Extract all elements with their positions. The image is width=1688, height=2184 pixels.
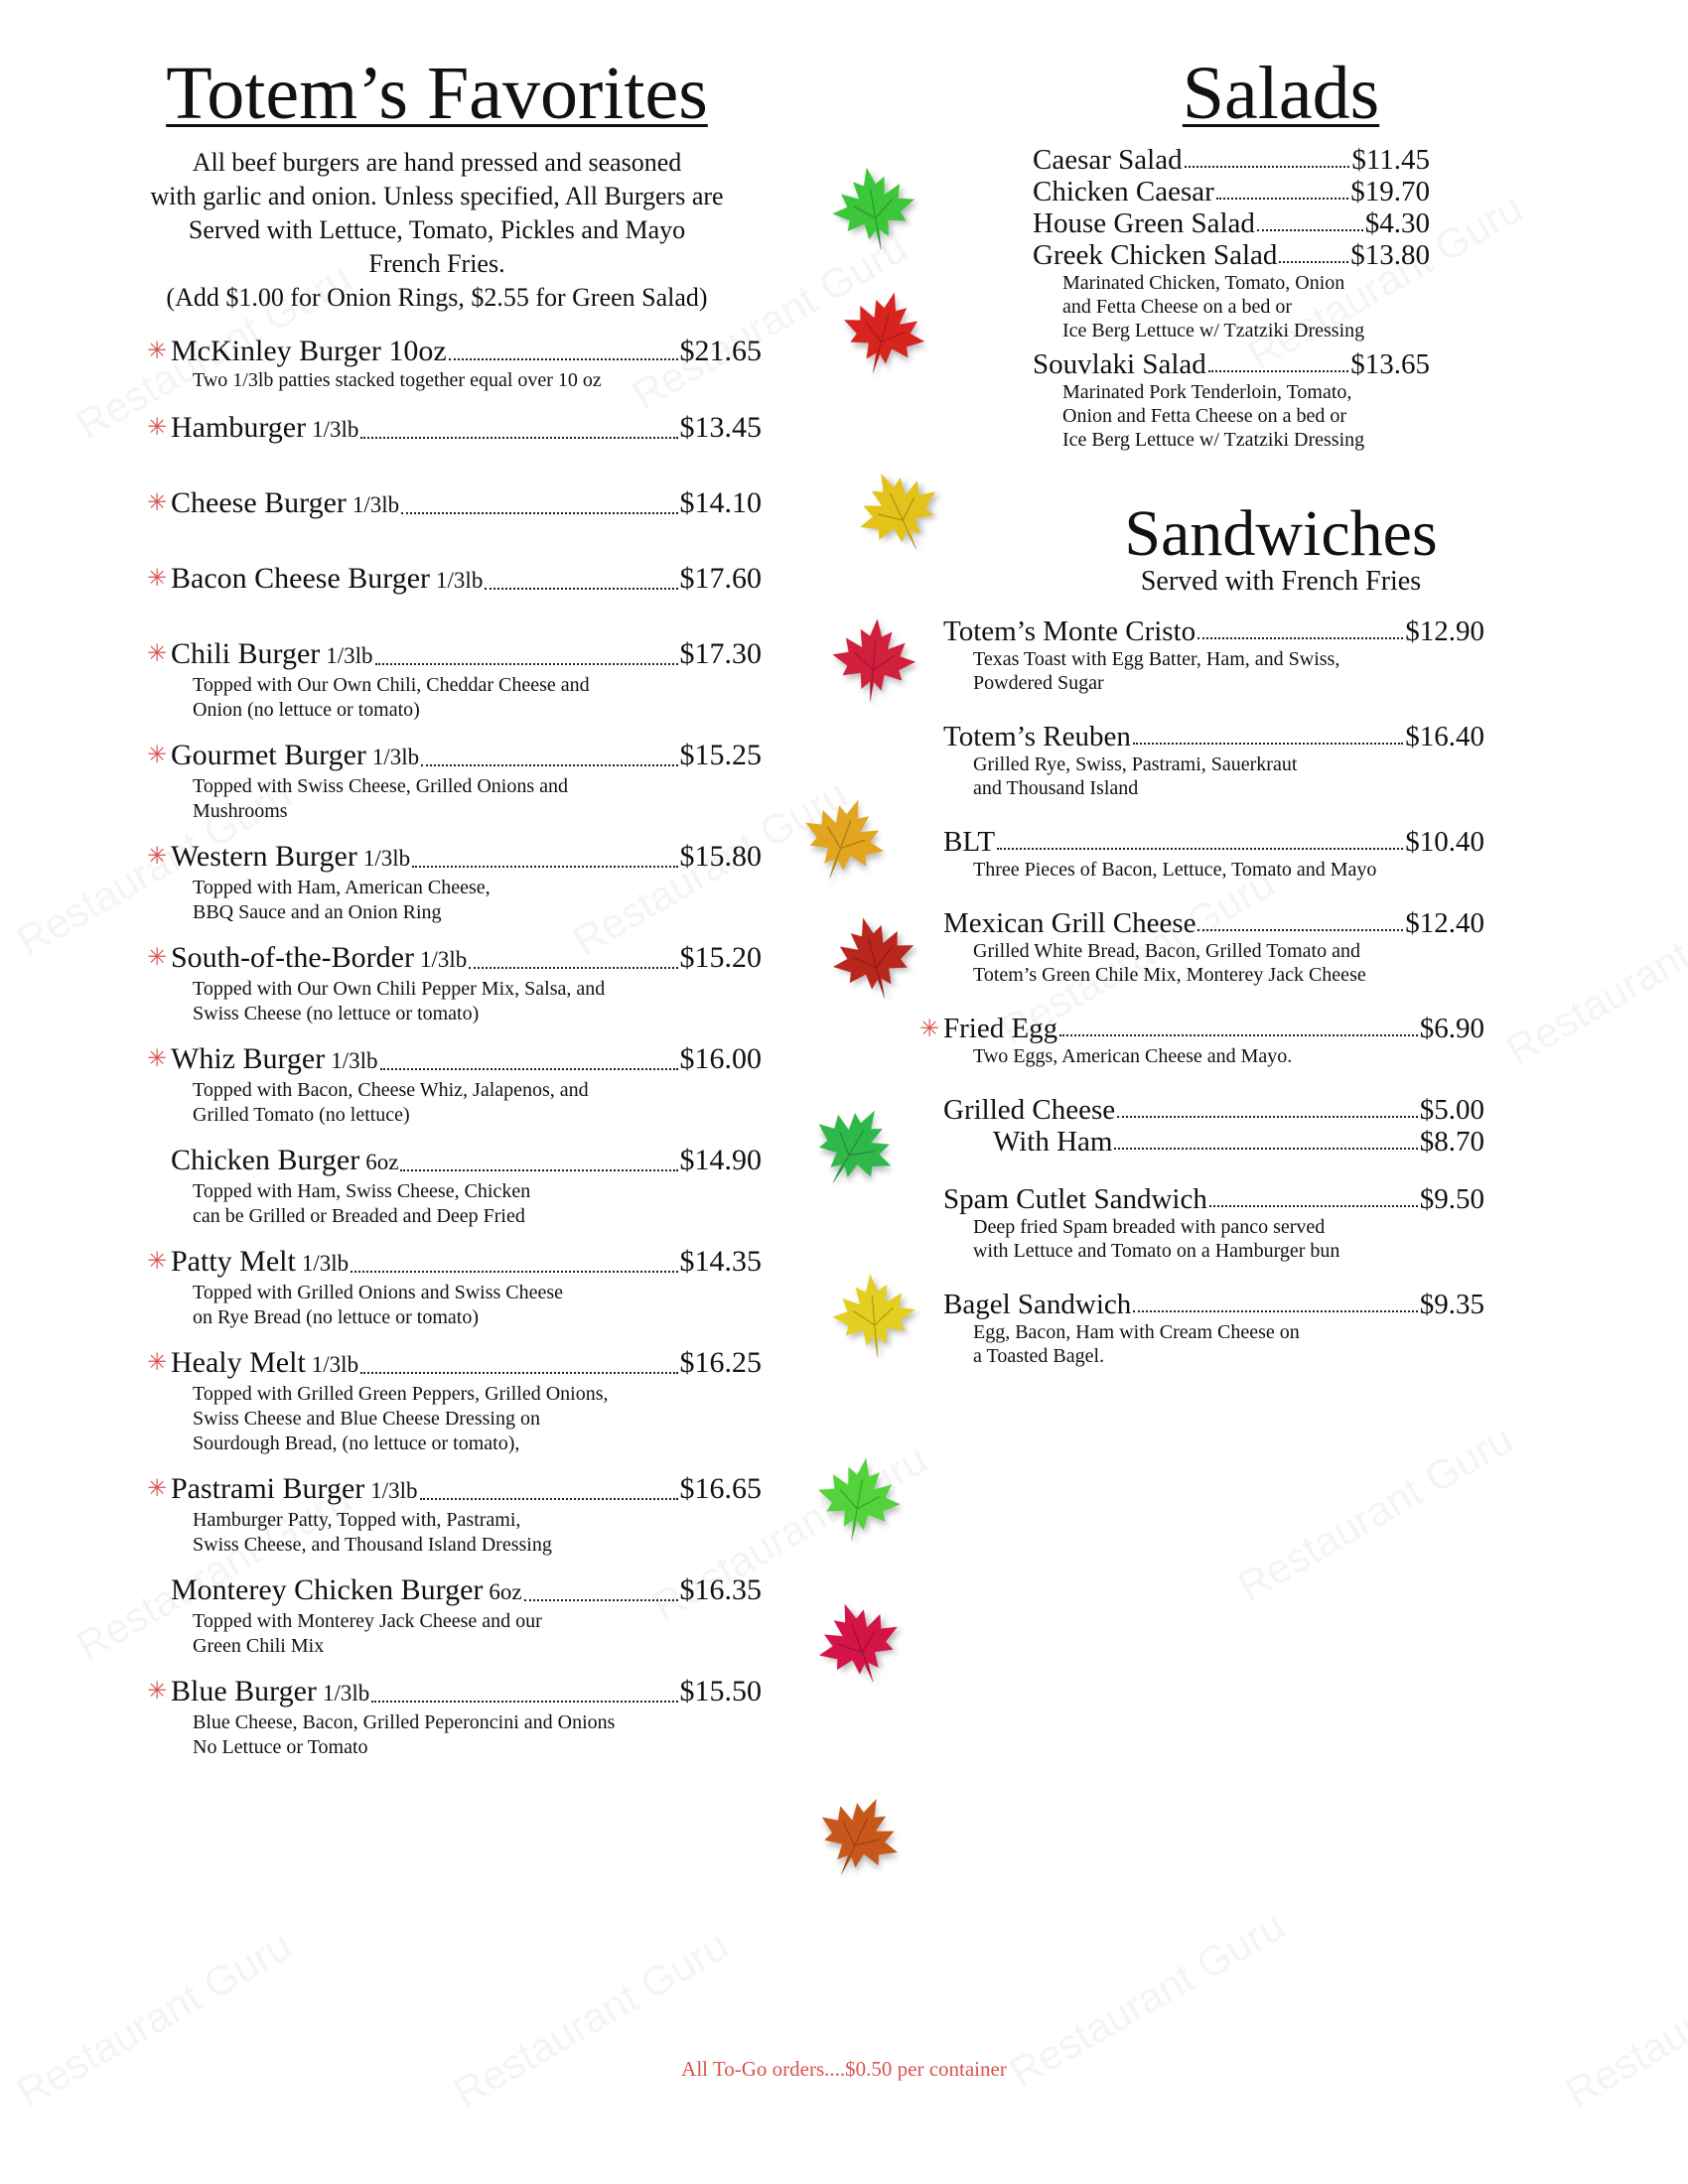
menu-item-description: Deep fried Spam breaded with panco served [973,1216,1326,1239]
intro-line: French Fries. [368,248,505,278]
menu-item-description: Topped with Our Own Chili Pepper Mix, Salsa, and [193,977,606,1000]
menu-item-sub-name: With Ham [993,1126,1113,1159]
menu-item-description: Sourdough Bread, (no lettuce or tomato), [193,1432,520,1454]
menu-item-price: $14.90 [679,1143,762,1176]
menu-item-price: $11.45 [1351,143,1430,176]
menu-item-price: $14.35 [679,1244,762,1278]
menu-item-description: Totem’s Green Chile Mix, Monterey Jack Cheese [973,964,1366,987]
menu-item-name: Hamburger [171,410,307,444]
menu-item-description: Ice Berg Lettuce w/ Tzatziki Dressing [1062,428,1365,451]
menu-item-line [943,907,1484,939]
menu-item-price: $5.00 [1419,1094,1484,1127]
menu-item [943,1094,1484,1158]
menu-item-name: House Green Salad [1033,206,1255,239]
maple-leaf-icon [833,446,965,578]
dot-leader [1216,198,1348,200]
menu-item-name: Healy Melt [171,1345,306,1379]
menu-item-name: BLT [943,826,996,859]
menu-item-size: 1/3lb [371,744,420,769]
menu-item-description: Topped with Swiss Cheese, Grilled Onions and [193,774,569,797]
menu-item-name: Fried Egg [943,1013,1058,1045]
menu-item-name: Whiz Burger [171,1041,326,1075]
favorites-title: Totem’s Favorites [166,52,708,135]
menu-item-price: $15.25 [679,738,762,771]
menu-item-description: Topped with Ham, American Cheese, [193,876,491,898]
menu-item-size: 1/3lb [331,1047,378,1073]
dot-leader [469,967,677,969]
menu-item-name: South-of-the-Border [171,940,414,974]
dot-leader [449,358,678,360]
menu-item-price: $12.90 [1405,615,1484,648]
menu-item-price: $16.40 [1405,721,1484,753]
star-icon: ✳ [147,638,168,667]
menu-item-line [171,562,762,598]
menu-item-line [171,1042,762,1078]
menu-item-description: Topped with Bacon, Cheese Whiz, Jalapenos, and [193,1078,589,1101]
dot-leader [1059,1034,1418,1036]
menu-item-name: Patty Melt [171,1244,296,1278]
sandwiches-list [919,615,1484,1368]
menu-item-line [171,739,762,774]
menu-item [147,1345,762,1456]
menu-item-description: Three Pieces of Bacon, Lettuce, Tomato and Mayo [973,859,1377,882]
maple-leaf-icon [820,1262,927,1369]
menu-item-size: 6oz [489,1578,522,1604]
favorites-column [99,52,794,1776]
maple-leaf-icon [813,897,934,1019]
menu-item [943,615,1484,695]
menu-item-name: Gourmet Burger [171,738,366,771]
dot-leader [1197,637,1403,639]
dot-leader [360,1372,677,1374]
maple-leaf-icon [786,1079,922,1215]
menu-item-line [171,941,762,977]
menu-item-description: Onion (no lettuce or tomato) [193,698,420,721]
star-icon: ✳ [147,487,168,516]
salads-title: Salads [1182,52,1380,135]
star-icon: ✳ [147,841,168,870]
menu-item-price: $17.60 [679,561,762,595]
menu-item-price: $16.35 [679,1572,762,1606]
menu-item-description: Topped with Ham, Swiss Cheese, Chicken [193,1179,531,1202]
menu-item [1033,144,1430,176]
menu-item-line [171,335,762,368]
dot-leader [1133,743,1403,745]
menu-item [943,721,1484,800]
star-icon: ✳ [147,1043,168,1072]
menu-item-name: Pastrami Burger [171,1471,365,1505]
menu-item-line [171,1573,762,1609]
menu-item-size: 6oz [365,1149,399,1174]
menu-item [147,410,762,447]
menu-item-line [171,486,762,522]
dot-leader [371,1701,677,1703]
dot-leader [360,437,677,439]
star-icon: ✳ [147,336,168,364]
menu-item-description: Swiss Cheese (no lettuce or tomato) [193,1002,480,1024]
dot-leader [1209,1205,1418,1207]
intro-line: Served with Lettuce, Tomato, Pickles and Mayo [188,214,686,244]
dot-leader [421,764,677,766]
menu-item-line [171,840,762,876]
dot-leader [1185,166,1350,168]
menu-item-line [171,1472,762,1508]
dot-leader [420,1498,678,1500]
menu-item [1033,348,1430,452]
dot-leader [1114,1148,1417,1150]
menu-item-description: Topped with Grilled Green Peppers, Grilled Onions, [193,1382,609,1405]
menu-item-description: No Lettuce or Tomato [193,1735,368,1758]
menu-item [919,1013,1484,1068]
star-icon: ✳ [147,1473,168,1502]
dot-leader [351,1271,677,1273]
menu-item-sub-line [943,1126,1484,1158]
menu-item-description: Topped with Monterey Jack Cheese and our [193,1609,542,1632]
menu-item-price: $10.40 [1405,826,1484,859]
menu-item-line [171,1675,762,1710]
menu-item-name: Western Burger [171,839,357,873]
watermark-text [446,1922,737,2117]
star-icon: ✳ [147,740,168,768]
menu-item [1033,207,1430,239]
menu-item-size: 1/3lb [312,416,359,442]
sandwiches-subtitle: Served with French Fries [1140,566,1422,598]
menu-item-line [1033,144,1430,176]
menu-item-description: Green Chili Mix [193,1634,325,1657]
menu-item [147,1244,762,1330]
salads-list [1033,144,1430,452]
dot-leader [524,1599,678,1601]
menu-item-description: Two Eggs, American Cheese and Mayo. [973,1045,1293,1068]
menu-item-description: Grilled Rye, Swiss, Pastrami, Sauerkraut [973,753,1298,776]
menu-item-line [1033,176,1430,207]
menu-item-description: with Lettuce and Tomato on a Hamburger bun [973,1240,1340,1263]
menu-item [147,636,762,723]
menu-item-price: $17.30 [679,636,762,670]
menu-item-description: Ice Berg Lettuce w/ Tzatziki Dressing [1062,319,1365,341]
menu-item-name: Chicken Caesar [1033,175,1214,207]
menu-item [1033,176,1430,207]
menu-item-line [943,1183,1484,1215]
star-icon: ✳ [147,1676,168,1705]
menu-item-price: $13.65 [1350,347,1430,380]
menu-item-description: can be Grilled or Breaded and Deep Fried [193,1204,525,1227]
menu-item-description: Mushrooms [193,799,288,822]
menu-item-size: 1/3lb [419,946,468,972]
menu-item-line [171,411,762,447]
dot-leader [1279,261,1348,263]
star-icon: ✳ [147,1246,168,1275]
menu-item-description: Two 1/3lb patties stacked together equal over 10 oz [193,368,602,391]
menu-item-name: Greek Chicken Salad [1033,238,1278,271]
menu-item [147,561,762,598]
menu-item-size: 1/3lb [362,845,411,871]
sandwiches-title: Sandwiches [1124,496,1438,570]
menu-item-description: BBQ Sauce and an Onion Ring [193,900,442,923]
dot-leader [401,512,677,514]
menu-item-size: 1/3lb [322,1680,370,1706]
maple-leaf-icon [795,1579,922,1706]
menu-item-description: Swiss Cheese, and Thousand Island Dressing [193,1533,552,1556]
menu-item-price: $16.65 [679,1471,762,1505]
menu-item-name: Bagel Sandwich [943,1289,1132,1321]
star-icon: ✳ [147,563,168,592]
menu-item-price: $4.30 [1364,206,1430,239]
menu-item-description: Grilled White Bread, Bacon, Grilled Tomato and [973,940,1360,963]
favorites-intro [89,146,784,315]
menu-item-description: Blue Cheese, Bacon, Grilled Peperoncini and Onions [193,1710,616,1733]
menu-item-line [943,615,1484,647]
menu-item-description: Grilled Tomato (no lettuce) [193,1103,410,1126]
intro-line: (Add $1.00 for Onion Rings, $2.55 for Green Salad) [166,282,708,312]
menu-item-description: Marinated Chicken, Tomato, Onion [1062,271,1345,294]
dot-leader [400,1169,677,1171]
menu-item [147,839,762,925]
dot-leader [1208,370,1348,372]
favorites-list [147,334,762,1760]
menu-item-line [943,721,1484,752]
menu-item-description: Hamburger Patty, Topped with, Pastrami, [193,1508,521,1531]
star-icon: ✳ [147,412,168,441]
menu-item [943,1289,1484,1368]
watermark-text [9,1922,300,2117]
menu-item-description: Egg, Bacon, Ham with Cream Cheese on [973,1321,1300,1344]
dot-leader [997,848,1403,850]
menu-item-line [171,1245,762,1281]
menu-item-line [943,1289,1484,1320]
menu-item-price: $9.35 [1419,1289,1484,1321]
menu-item-description: on Rye Bread (no lettuce or tomato) [193,1305,479,1328]
dot-leader [375,663,678,665]
menu-item [1033,239,1430,342]
menu-item-name: Grilled Cheese [943,1094,1116,1127]
menu-item [147,485,762,522]
menu-item-price: $12.40 [1405,907,1484,940]
menu-item-name: Cheese Burger [171,485,347,519]
menu-item-line [943,1094,1484,1126]
dot-leader [412,866,677,868]
menu-item [943,1183,1484,1263]
menu-item-name: Blue Burger [171,1674,317,1707]
maple-leaf-icon [793,1771,925,1903]
menu-item-size: 1/3lb [370,1477,418,1503]
menu-item-line [1033,239,1430,271]
menu-item-line [943,826,1484,858]
menu-item-sub-price: $8.70 [1419,1126,1484,1159]
maple-leaf-icon [780,775,908,902]
menu-item-price: $16.25 [679,1345,762,1379]
menu-item-price: $15.50 [679,1674,762,1707]
star-icon: ✳ [147,942,168,971]
menu-item-name: Bacon Cheese Burger [171,561,431,595]
menu-item-name: Spam Cutlet Sandwich [943,1183,1207,1216]
menu-item-description: Topped with Grilled Onions and Swiss Cheese [193,1281,564,1303]
menu-item-name: McKinley Burger 10oz [171,334,447,367]
menu-item [147,1471,762,1558]
menu-item-description: and Fetta Cheese on a bed or [1062,295,1293,318]
dot-leader [380,1068,678,1070]
menu-item-description: and Thousand Island [973,777,1139,800]
menu-item-description: Onion and Fetta Cheese on a bed or [1062,404,1347,427]
menu-item-line [171,1346,762,1382]
menu-item-name: Mexican Grill Cheese [943,907,1196,940]
maple-leaf-icon [801,1441,916,1557]
menu-item-description: Topped with Our Own Chili, Cheddar Cheese and [193,673,590,696]
menu-item-line [171,637,762,673]
menu-item-description: Swiss Cheese and Blue Cheese Dressing on [193,1407,540,1430]
menu-item-price: $9.50 [1419,1183,1484,1216]
dot-leader [1133,1310,1417,1312]
menu-item-description: Marinated Pork Tenderloin, Tomato, [1062,380,1352,403]
watermark-text [1558,1922,1688,2117]
menu-item [943,907,1484,987]
dot-leader [485,588,677,590]
menu-item-line [943,1013,1484,1044]
menu-item-description: Texas Toast with Egg Batter, Ham, and Swiss, [973,648,1340,671]
dot-leader [1117,1116,1418,1118]
menu-item-price: $14.10 [679,485,762,519]
menu-item-price: $21.65 [679,334,762,367]
menu-item-name: Chicken Burger [171,1143,360,1176]
menu-item-name: Totem’s Reuben [943,721,1131,753]
menu-item-price: $15.80 [679,839,762,873]
menu-item-line [171,1144,762,1179]
menu-item-description: Powdered Sugar [973,672,1104,695]
menu-item-name: Souvlaki Salad [1033,347,1206,380]
menu-item-name: Chili Burger [171,636,321,670]
menu-item-price: $6.90 [1419,1013,1484,1045]
menu-item-price: $19.70 [1350,175,1430,207]
intro-line: All beef burgers are hand pressed and seasoned [192,147,682,177]
to-go-footer-note: All To-Go orders....$0.50 per container [681,2057,1007,2081]
menu-item [147,738,762,824]
dot-leader [1257,229,1363,231]
star-icon: ✳ [147,1347,168,1376]
menu-item [147,940,762,1026]
maple-leaf-icon [823,272,944,393]
dot-leader [1197,929,1403,931]
menu-item-name: Totem’s Monte Cristo [943,615,1196,648]
menu-item-price: $13.80 [1350,238,1430,271]
menu-item-size: 1/3lb [436,567,484,593]
watermark-text [1230,1416,1521,1611]
menu-item [147,1041,762,1128]
maple-leaf-icon [820,607,927,714]
menu-item-size: 1/3lb [311,1351,359,1377]
menu-item-line [1033,348,1430,380]
menu-item-price: $16.00 [679,1041,762,1075]
menu-item-price: $15.20 [679,940,762,974]
menu-item-size: 1/3lb [301,1250,350,1276]
menu-item-description: a Toasted Bagel. [973,1345,1105,1368]
star-icon: ✳ [919,1015,940,1043]
menu-item-size: 1/3lb [326,642,373,668]
intro-line: with garlic and onion. Unless specified, All Burgers are [150,181,724,210]
menu-item-price: $13.45 [679,410,762,444]
menu-item [943,826,1484,882]
menu-item-line [1033,207,1430,239]
menu-item-name: Monterey Chicken Burger [171,1572,484,1606]
maple-leaf-icon [816,151,931,266]
menu-item [147,334,762,393]
right-column [919,52,1609,1394]
menu-item [171,1144,762,1229]
menu-item [171,1573,762,1659]
menu-item [147,1674,762,1760]
menu-item-name: Caesar Salad [1033,143,1183,176]
menu-item-size: 1/3lb [352,491,400,517]
